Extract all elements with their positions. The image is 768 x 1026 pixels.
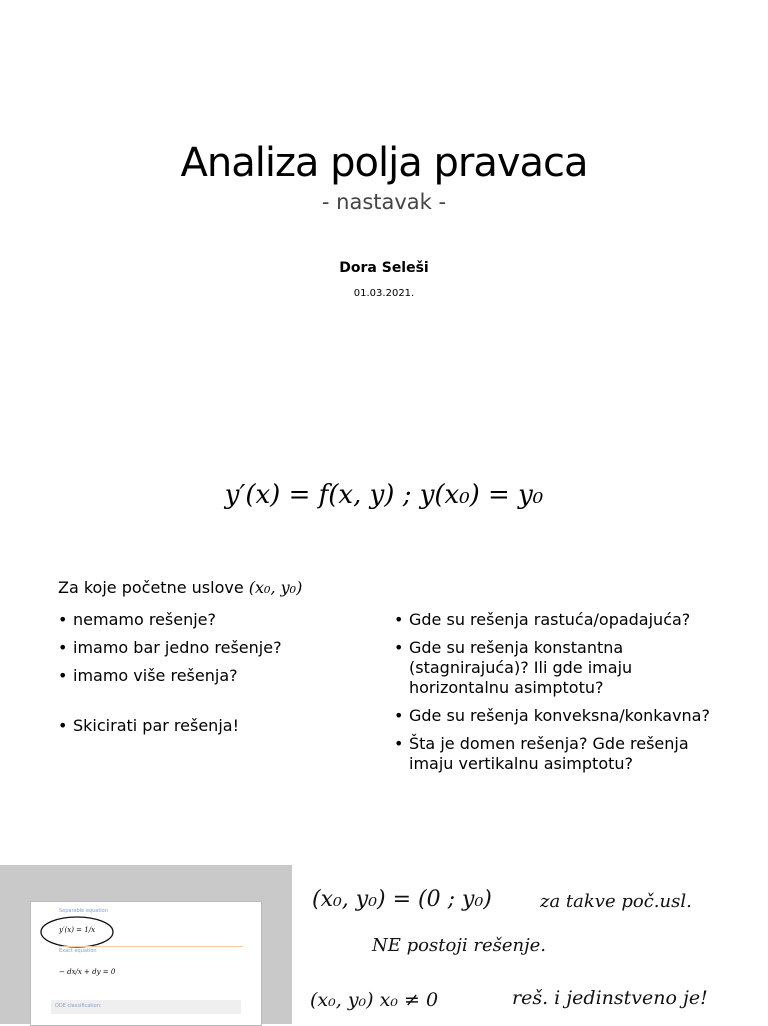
questions-slide xyxy=(0,420,768,860)
screenshot-thumbnail xyxy=(30,901,262,1026)
list-item: • Šta je domen rešenja? Gde rešenja imaju vertikalnu asimptotu? xyxy=(394,734,724,774)
list-item: • Gde su rešenja konveksna/konkavna? xyxy=(394,706,724,726)
thumb-divider xyxy=(59,946,243,947)
thumb-label-separable: Separable equation xyxy=(59,908,108,914)
left-question-list xyxy=(58,610,358,744)
screenshot-thumbnail-panel xyxy=(0,865,292,1024)
ivp-equation: y′(x) = f(x, y) ; y(x₀) = y₀ xyxy=(224,480,544,510)
handwriting-line-1b: za takve poč.usl. xyxy=(540,891,692,912)
thumb-ink-circle xyxy=(37,910,117,950)
title-slide xyxy=(0,0,768,410)
author-name: Dora Seleši xyxy=(339,260,429,276)
slide-title: Analiza polja pravaca xyxy=(180,140,588,186)
handwriting-line-3a: (x₀, y₀) x₀ ≠ 0 xyxy=(310,989,439,1011)
list-item: • Skicirati par rešenja! xyxy=(58,716,358,736)
thumb-equation-1: y′(x) = 1/x xyxy=(59,926,96,934)
intro-text: Za koje početne uslove xyxy=(58,578,244,597)
right-question-list xyxy=(394,610,724,782)
thumb-label-classification: ODE classification: xyxy=(55,1003,102,1009)
thumb-label-exact: Exact equation xyxy=(59,948,97,954)
intro-line xyxy=(58,578,302,597)
list-item: • imamo više rešenja? xyxy=(58,666,358,686)
thumb-equation-2: − dx/x + dy = 0 xyxy=(59,968,116,976)
list-item: • nemamo rešenje? xyxy=(58,610,358,630)
handwriting-line-1a: (x₀, y₀) = (0 ; y₀) xyxy=(312,887,492,912)
list-item: • Gde su rešenja konstantna (stagnirajuća)? Ili gde imaju horizontalnu asimptotu? xyxy=(394,638,724,698)
slide-date: 01.03.2021. xyxy=(353,288,415,299)
intro-math: (x₀, y₀) xyxy=(248,578,303,597)
handwritten-notes-slide xyxy=(0,865,768,1024)
list-item: • Gde su rešenja rastuća/opadajuća? xyxy=(394,610,724,630)
handwriting-line-2: NE postoji rešenje. xyxy=(372,935,547,956)
slide-subtitle: - nastavak - xyxy=(321,190,447,214)
handwriting-line-3b: reš. i jedinstveno je! xyxy=(512,987,708,1009)
list-item: • imamo bar jedno rešenje? xyxy=(58,638,358,658)
